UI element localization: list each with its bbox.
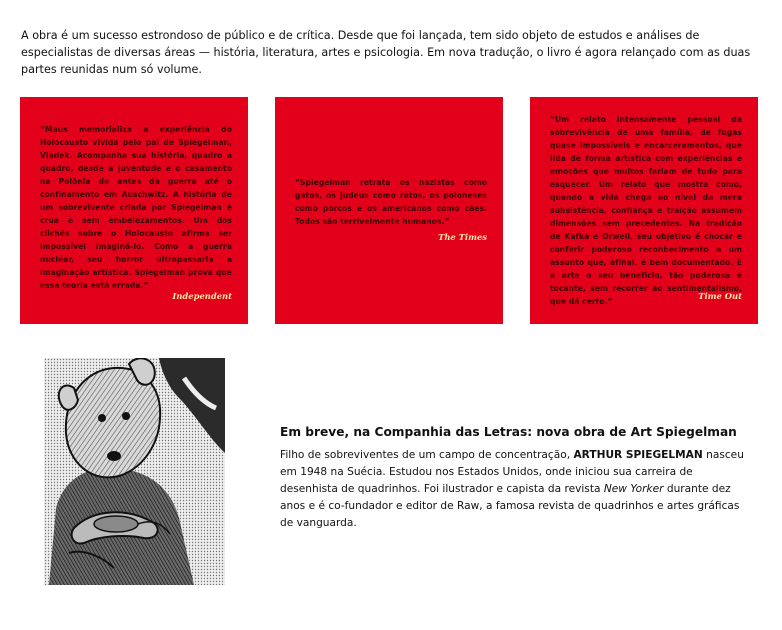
bio-text-part-2: nasceu em 1948 na Suécia. Estudou nos Estados Unidos, onde iniciou sua carreira de desenhista de quadrinhos. Foi ilustrador e capista da revista — [280, 449, 744, 495]
intro-paragraph: A obra é um sucesso estrondoso de público e de crítica. Desde que foi lançada, tem sido objeto de estudos e análises de especialistas de diversas áreas — história, literatura, artes e psicologia. Em nova tradução, o livro é agora relançado com as duas partes reunidas num só volume. — [21, 29, 751, 77]
bio-text-part-1: Filho de sobreviventes de um campo de concentração, — [280, 449, 574, 461]
review-quote: “Maus memorializa a experiência do Holocausto vivida pelo pai de Spiegelman, Vladek. Acompanha sua história, quadro a quadro, desde a juventude e o casamento na Polônia de antes da guerra até o confinamento em Auschwitz. A história de um sobrevivente criada por Spiegelman é crua e sem embelezamentos. Um dos clichês sobre o Holocausto afirma ser impossível imaginá-lo. Como a guerra nuclear, seu horror ultrapassaria a imaginação artística. Spiegelman prova que essa teoria está errada.” — [40, 125, 232, 290]
bio-text-part-3: durante dez anos e é co-fundador e editor de Raw, a famosa revista de quadrinhos e artes gráficas de vanguarda. — [280, 483, 740, 529]
review-quote: “Spiegelman retrata os nazistas como gatos, os judeus como ratos, os poloneses como porcos e os americanos como cães. Todos são terrivelmente humanos.” — [295, 178, 487, 226]
review-source: Independent — [172, 291, 232, 301]
author-name: ARTHUR SPIEGELMAN — [573, 449, 703, 461]
review-quote: “Um relato intensamente pessoal da sobrevivência de uma família, de fugas quase impossíveis e encarceramentos, que lida de forma artística com experiências e emoções que muitos fariam de tudo para esquecer. Um relato que mostra como, quando a vida chega ao nível da mera subsistência, confiança e traição assumem dimensões sem precedentes. Na tradição de Kafka e Orwell, seu objetivo é chocar e conferir poderoso reconhecimento a um assunto que, afinal, é bem documentado. É a arte o seu benefício, tão poderosa e tocante, sem recorrer ao sentimentalismo, que dá certo.” — [550, 115, 742, 306]
author-bio — [280, 447, 750, 532]
bio-heading: Em breve, na Companhia das Letras: nova obra de Art Spiegelman — [280, 425, 737, 439]
mouse-illustration-graphic — [44, 358, 225, 585]
review-card-independent — [20, 97, 248, 324]
comic-illustration — [44, 358, 225, 585]
magazine-name: New Yorker — [603, 483, 664, 495]
review-card-time-out — [530, 97, 758, 324]
review-card-the-times — [275, 97, 503, 324]
review-source: Time Out — [698, 291, 742, 301]
review-source: The Times — [438, 232, 487, 242]
